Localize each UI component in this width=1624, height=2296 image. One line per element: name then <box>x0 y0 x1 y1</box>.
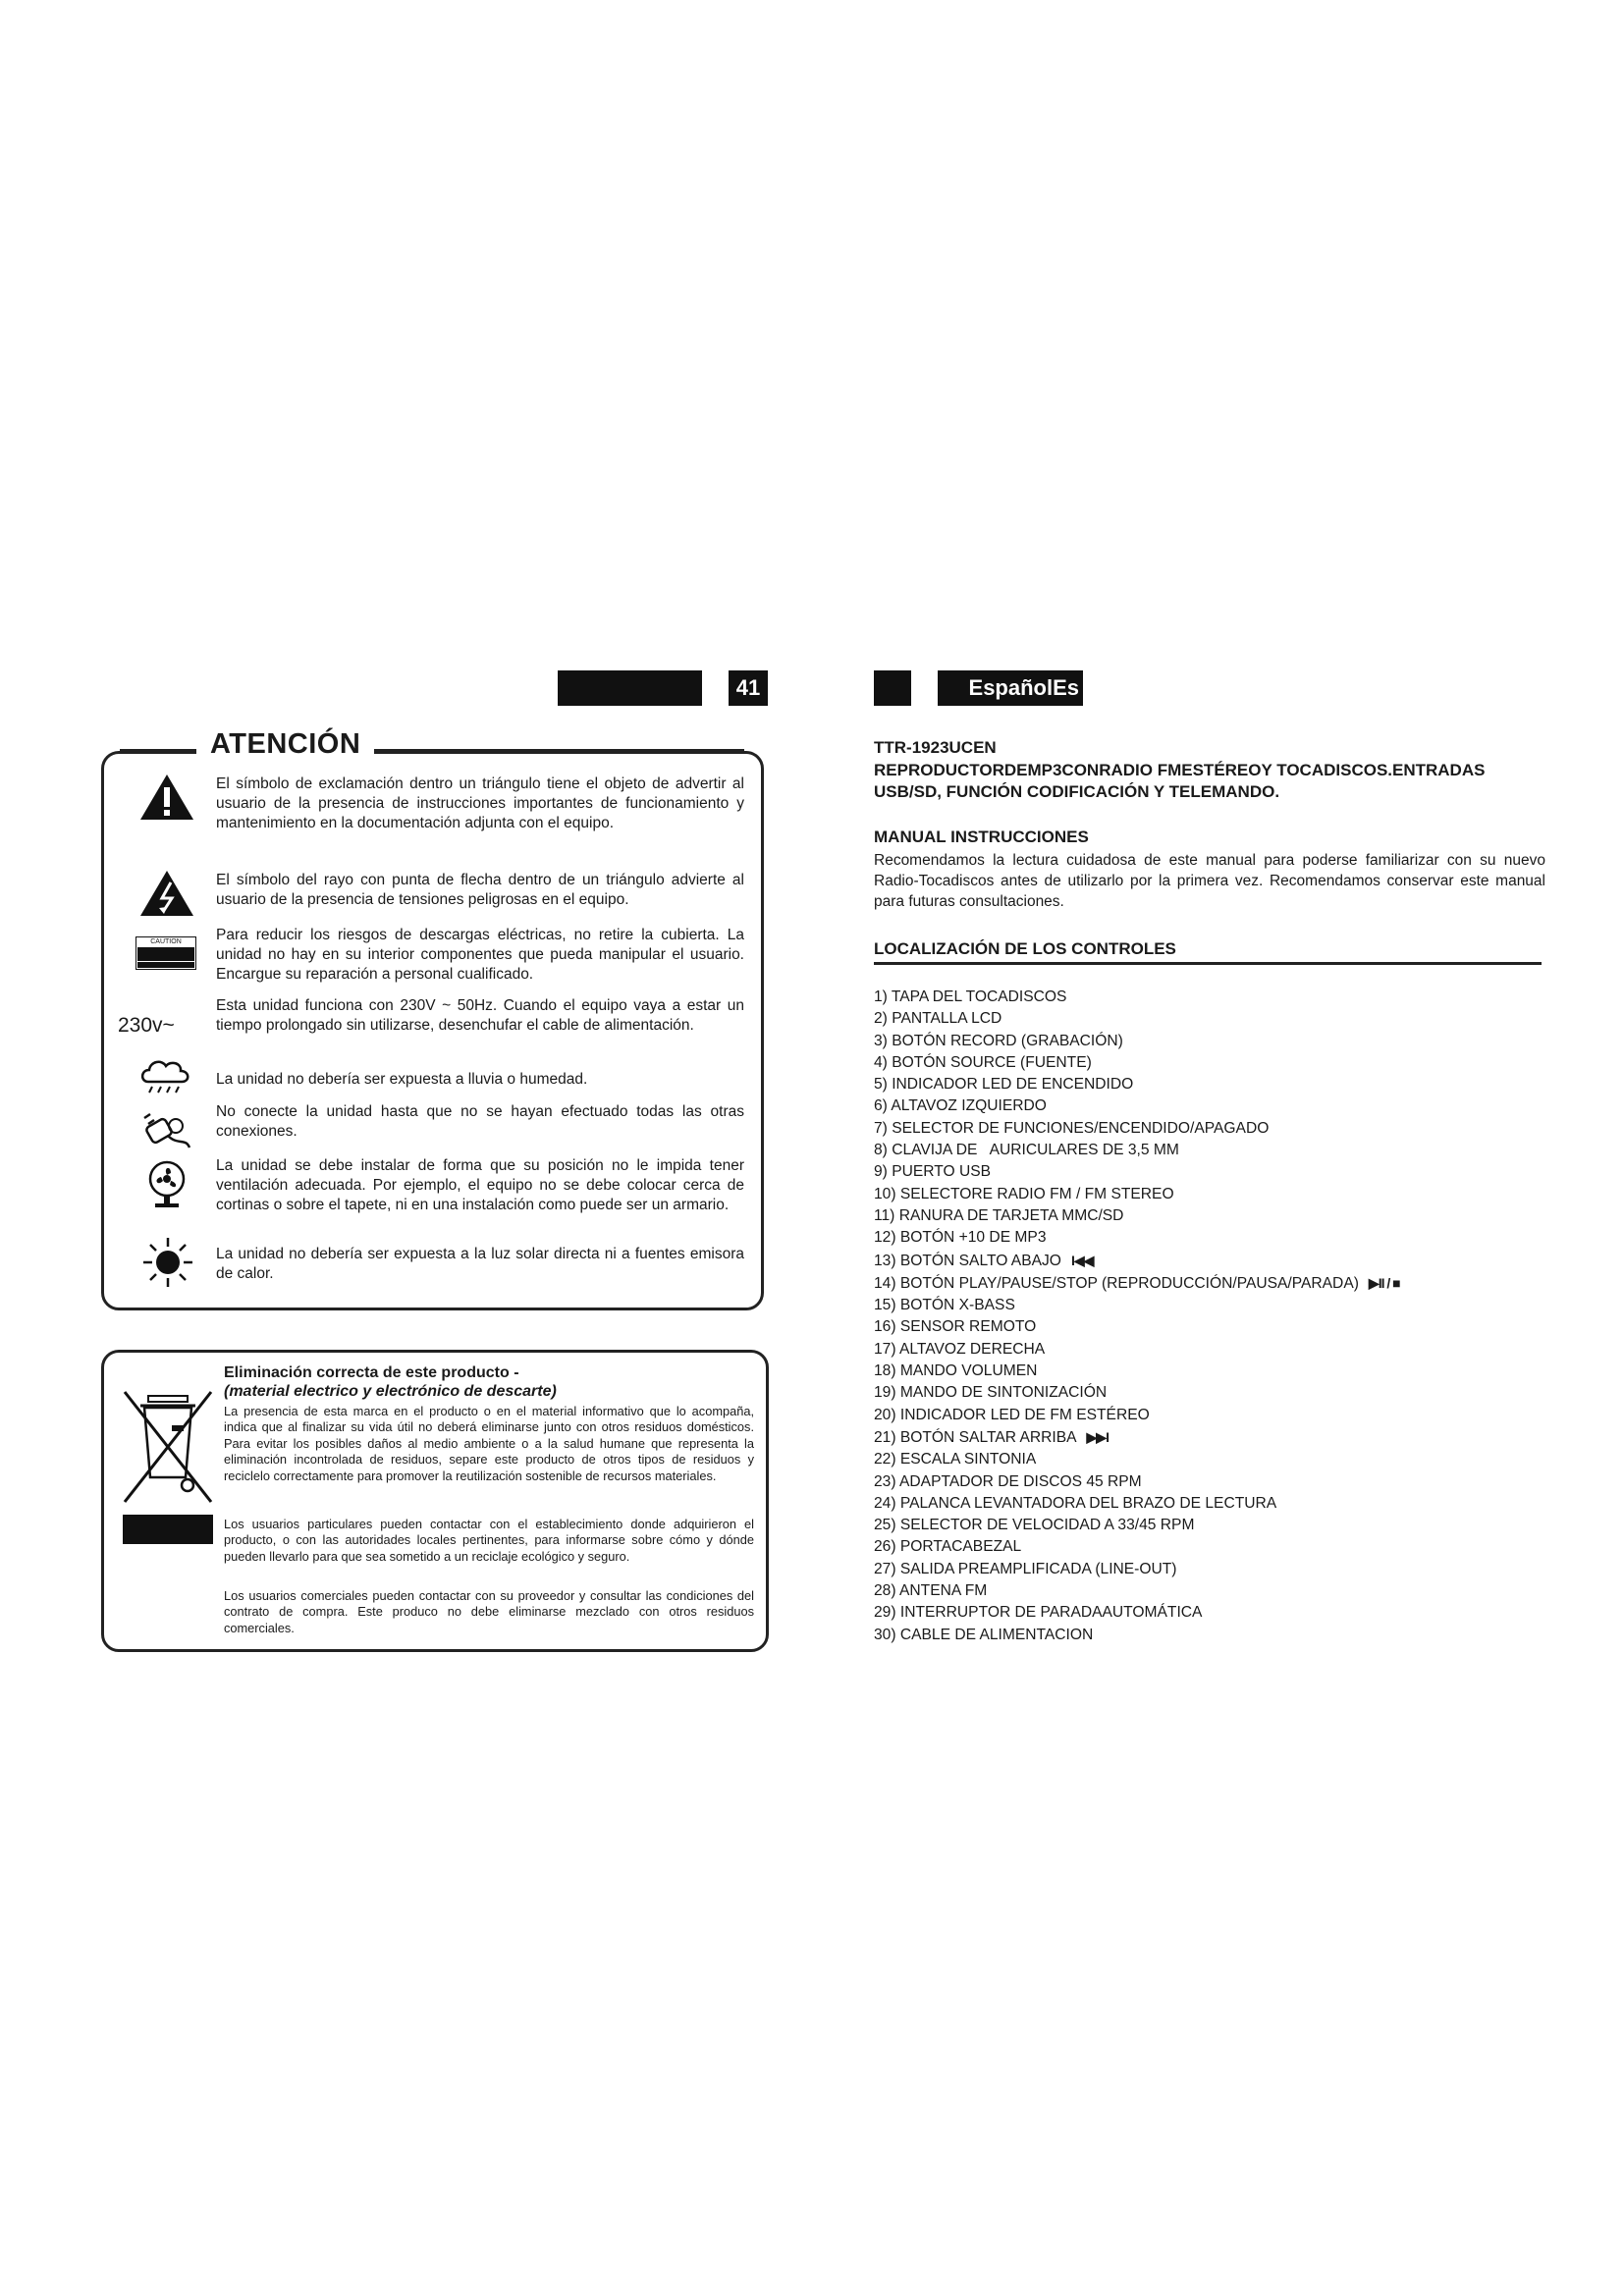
list-item: 18) MANDO VOLUMEN <box>874 1362 1038 1380</box>
voltage-label: 230v~ <box>118 1014 175 1037</box>
warning-text-voltage: Esta unidad funciona con 230V ~ 50Hz. Cuando el equipo vaya a estar un tiempo prolongado sin utilizarse, desenchufar el cable de alimentación. <box>216 997 744 1034</box>
list-item: 29) INTERRUPTOR DE PARADAAUTOMÁTICA <box>874 1604 1203 1622</box>
controls-list <box>874 987 1400 1646</box>
warning-text-exclamation: El símbolo de exclamación dentro un triángulo tiene el objeto de advertir al usuario de la presencia de instrucciones importantes de funcionamiento y mantenimiento en la documentación adjunta con el equipo. <box>216 775 744 831</box>
header-bar-right-square <box>874 670 911 706</box>
list-item: 26) PORTACABEZAL <box>874 1538 1022 1556</box>
controls-title-underline <box>874 962 1542 965</box>
list-item: 24) PALANCA LEVANTADORA DEL BRAZO DE LECTURA <box>874 1494 1277 1512</box>
crossed-bin-icon <box>116 1384 220 1549</box>
list-item: 23) ADAPTADOR DE DISCOS 45 RPM <box>874 1472 1142 1490</box>
lightning-triangle-icon <box>137 869 196 918</box>
disposal-paragraph-2: Los usuarios particulares pueden contactar con el establecimiento donde adquirieron el producto, o con las autoridades locales pertinentes, para informarse sobre cómo y dónde pueden llevarlo para que sea sometido a un reciclaje ecológico y seguro. <box>224 1517 754 1564</box>
skip-forward-icon: ▶▶I <box>1086 1428 1109 1445</box>
list-item: 2) PANTALLA LCD <box>874 1010 1002 1028</box>
manual-title: MANUAL INSTRUCCIONES <box>874 828 1089 846</box>
controls-title: LOCALIZACIÓN DE LOS CONTROLES <box>874 939 1176 958</box>
list-item: 27) SALIDA PREAMPLIFICADA (LINE-OUT) <box>874 1560 1177 1577</box>
language-label: EspañolEs <box>938 670 1083 706</box>
fan-icon <box>142 1158 191 1211</box>
list-item: 16) SENSOR REMOTO <box>874 1318 1037 1336</box>
list-item: 13) BOTÓN SALTO ABAJO I◀◀ <box>874 1252 1094 1269</box>
list-item: 12) BOTÓN +10 DE MP3 <box>874 1229 1047 1247</box>
list-item: 28) ANTENA FM <box>874 1582 988 1600</box>
sun-icon <box>140 1235 195 1290</box>
list-item: 21) BOTÓN SALTAR ARRIBA ▶▶I <box>874 1428 1109 1446</box>
plug-icon <box>137 1107 196 1154</box>
list-item: 3) BOTÓN RECORD (GRABACIÓN) <box>874 1032 1123 1049</box>
list-item: 7) SELECTOR DE FUNCIONES/ENCENDIDO/APAGADO <box>874 1119 1270 1137</box>
disposal-title: Eliminación correcta de este producto - <box>224 1364 519 1381</box>
warning-text-plug: No conecte la unidad hasta que no se hayan efectuado todas las otras conexiones. <box>216 1103 744 1140</box>
list-item: 10) SELECTORE RADIO FM / FM STEREO <box>874 1185 1174 1202</box>
list-item: 1) TAPA DEL TOCADISCOS <box>874 988 1067 1005</box>
list-item: 6) ALTAVOZ IZQUIERDO <box>874 1097 1047 1115</box>
model-number: TTR-1923UCEN <box>874 738 997 757</box>
list-item: 22) ESCALA SINTONIA <box>874 1451 1037 1468</box>
warning-text-ventilation: La unidad se debe instalar de forma que su posición no le impida tener ventilación adecuada. Por ejemplo, el equipo no se debe colocar cerca de cortinas o sobre el tapete, ni en una instalación como puede ser un armario. <box>216 1157 744 1213</box>
play-pause-stop-icon: ▶II / ■ <box>1368 1274 1400 1291</box>
list-item: 14) BOTÓN PLAY/PAUSE/STOP (REPRODUCCIÓN/PAUSA/PARADA) ▶II / ■ <box>874 1274 1400 1292</box>
page-number: 41 <box>729 670 768 706</box>
list-item: 8) CLAVIJA DE AURICULARES DE 3,5 MM <box>874 1142 1179 1159</box>
header-bar-left <box>558 670 702 706</box>
manual-text: Recomendamos la lectura cuidadosa de este manual para poderse familiarizar con su nuevo Radio-Tocadiscos antes de utilizarlo por la primera vez. Recomendamos conservar este manual para futuras consultaciones. <box>874 852 1545 910</box>
disposal-paragraph-3: Los usuarios comerciales pueden contactar con su proveedor y consultar las condiciones del contrato de compra. Este produco no debe eliminarse mezclado con otros residuos comerciales. <box>224 1588 754 1635</box>
list-item: 9) PUERTO USB <box>874 1163 992 1181</box>
list-item: 20) INDICADOR LED DE FM ESTÉREO <box>874 1406 1150 1423</box>
exclamation-triangle-icon <box>137 773 196 822</box>
warning-text-sun: La unidad no debería ser expuesta a la luz solar directa ni a fuentes emisora de calor. <box>216 1246 744 1282</box>
warning-text-cover: Para reducir los riesgos de descargas eléctricas, no retire la cubierta. La unidad no hay en su interior componentes que pueda manipular el usuario. Encargue su reparación a personal cualificado. <box>216 927 744 983</box>
list-item: 11) RANURA DE TARJETA MMC/SD <box>874 1206 1124 1224</box>
disposal-subtitle: (material electrico y electrónico de descarte) <box>224 1383 557 1400</box>
list-item: 17) ALTAVOZ DERECHA <box>874 1340 1046 1358</box>
list-item: 5) INDICADOR LED DE ENCENDIDO <box>874 1076 1134 1094</box>
disposal-paragraph-1: La presencia de esta marca en el producto o en el material informativo que lo acompaña, indica que al finalizar su vida útil no deberá eliminarse junto con otros residuos domésticos. Para evitar los posibles daños al medio ambiente o a la salud humane que representa la eliminación incontrolada de residuos, separe este producto de otros tipos de residuos y reciclelo correctamente para promover la reutilización sostenible de recursos materiales. <box>224 1404 754 1483</box>
skip-back-icon: I◀◀ <box>1070 1252 1094 1268</box>
caution-label-icon <box>134 935 198 971</box>
list-item: 4) BOTÓN SOURCE (FUENTE) <box>874 1053 1092 1071</box>
warning-text-rain: La unidad no debería ser expuesta a lluvia o humedad. <box>216 1071 588 1088</box>
caution-label-text: CAUTION <box>150 938 182 945</box>
product-description: REPRODUCTORDEMP3CONRADIO FMESTÉREOY TOCADISCOS.ENTRADAS USB/SD, FUNCIÓN CODIFICACIÓN Y TELEMANDO. <box>874 761 1486 801</box>
list-item: 25) SELECTOR DE VELOCIDAD A 33/45 RPM <box>874 1517 1195 1534</box>
rain-cloud-icon <box>135 1055 194 1098</box>
attention-title-line-left <box>120 749 198 752</box>
warning-text-lightning: El símbolo del rayo con punta de flecha dentro de un triángulo advierte al usuario de la presencia de tensiones peligrosas en el equipo. <box>216 872 744 908</box>
attention-title: ATENCIÓN <box>196 728 374 761</box>
attention-title-line-right <box>358 749 744 752</box>
list-item: 30) CABLE DE ALIMENTACION <box>874 1626 1094 1643</box>
list-item: 19) MANDO DE SINTONIZACIÓN <box>874 1384 1108 1402</box>
list-item: 15) BOTÓN X-BASS <box>874 1297 1015 1314</box>
